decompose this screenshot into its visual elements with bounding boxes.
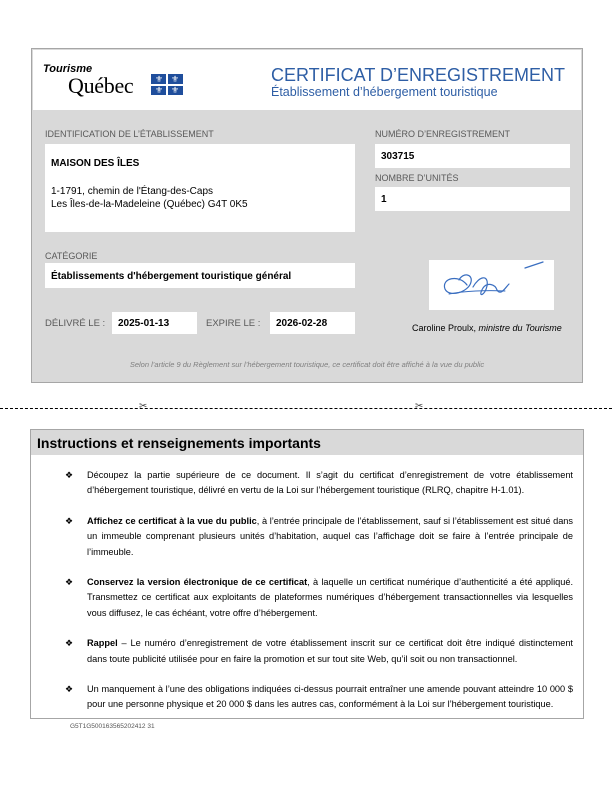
document-code: G5T1G500163565202412 31 xyxy=(70,723,155,730)
instruction-item xyxy=(65,636,573,667)
signatory-name: Caroline Proulx, xyxy=(412,323,477,333)
cut-line xyxy=(0,408,612,409)
signature-box xyxy=(429,260,554,310)
identification-box xyxy=(45,144,355,232)
scissors-icon: ✂ xyxy=(139,401,148,412)
instruction-emphasis: Conservez la version électronique de ce certificat xyxy=(87,577,308,588)
registration-number-box xyxy=(375,144,570,168)
category-label: CATÉGORIE xyxy=(45,251,98,261)
registration-certificate xyxy=(31,48,583,383)
instructions-list xyxy=(65,468,573,728)
category-value: Établissements d'hébergement touristique général xyxy=(51,271,292,282)
instruction-item xyxy=(65,514,573,560)
instructions-title: Instructions et renseignements importants xyxy=(37,435,321,451)
signatory xyxy=(412,323,562,333)
address-line-2: Les Îles-de-la-Madeleine (Québec) G4T 0K5 xyxy=(51,199,248,210)
signature-image xyxy=(429,260,554,310)
expiry-date: 2026-02-28 xyxy=(276,318,328,329)
units-box xyxy=(375,187,570,211)
display-requirement-note: Selon l’article 9 du Règlement sur l’hébergement touristique, ce certificat doit être affiché à la vue du public xyxy=(129,360,485,369)
bullet-icon: ❖ xyxy=(65,577,74,588)
issued-date-box xyxy=(112,312,197,334)
instruction-emphasis: Rappel xyxy=(87,638,118,649)
instruction-text: , à l’entrée principale de l’établissement, sauf si l’établissement est situé dans un immeuble comprenant plusieurs unités d’habitation, auquel cas l’affichage doit se faire à l’entrée principale de l’immeuble. xyxy=(87,515,574,557)
instruction-text: – Le numéro d’enregistrement de votre établissement inscrit sur ce certificat doit être indiqué distinctement dans toute publicité utilisée pour en faire la promotion et sur tout site Web, qu’il soit ou non transactionnel. xyxy=(87,638,573,664)
instructions-panel xyxy=(30,429,584,719)
establishment-name: MAISON DES ÎLES xyxy=(51,158,140,169)
units-value: 1 xyxy=(381,194,387,205)
instruction-text: Un manquement à l’une des obligations indiquées ci-dessus pourrait entraîner une amende pouvant atteindre 10 000 $ pour une personne physique et 20 000 $ dans les autres cas, conformément à la Loi sur l’hébergement touristique. xyxy=(87,684,573,710)
instructions-header xyxy=(31,430,583,455)
instruction-text: Découpez la partie supérieure de ce document. Il s’agit du certificat d’enregistrement de votre établissement d’hébergement touristique, délivré en vertu de la Loi sur l’hébergement touristique (RLRQ, chapitre H-1.01). xyxy=(87,470,573,496)
issued-date: 2025-01-13 xyxy=(118,318,170,329)
issued-label: DÉLIVRÉ LE : xyxy=(45,318,106,329)
instruction-item xyxy=(65,575,573,621)
address-line-1: 1-1791, chemin de l'Étang-des-Caps xyxy=(51,186,214,197)
instruction-emphasis: Affichez ce certificat à la vue du public xyxy=(87,515,257,526)
units-label: NOMBRE D’UNITÉS xyxy=(375,173,459,183)
bullet-icon: ❖ xyxy=(65,515,74,526)
logo-tourisme-text: Tourisme xyxy=(43,63,93,75)
signatory-title: ministre du Tourisme xyxy=(478,323,562,333)
expiry-date-box xyxy=(270,312,355,334)
bullet-icon: ❖ xyxy=(65,684,74,695)
certificate-header xyxy=(33,50,581,110)
category-box xyxy=(45,263,355,288)
quebec-flag-icon: ⚜ ⚜ ⚜ ⚜ xyxy=(151,74,183,95)
identification-label: IDENTIFICATION DE L’ÉTABLISSEMENT xyxy=(45,129,214,139)
logo-quebec-text: Québec xyxy=(68,73,134,98)
certificate-title: CERTIFICAT D’ENREGISTREMENT xyxy=(271,65,566,85)
expires-label: EXPIRE LE : xyxy=(206,318,261,329)
registration-number: 303715 xyxy=(381,151,415,162)
scissors-icon: ✂ xyxy=(415,401,424,412)
instruction-text: , à laquelle un certificat numérique d’authenticité a été appliqué. Transmettez ce certificat aux exploitants de plateformes numériques d’hébergement transactionnelles via lesquelles vous diffusez, le cas échéant, votre offre d’hébergement. xyxy=(87,577,573,618)
instruction-item xyxy=(65,682,573,713)
certificate-subtitle: Établissement d’hébergement touristique xyxy=(271,85,498,99)
bullet-icon: ❖ xyxy=(65,470,74,480)
registration-number-label: NUMÉRO D’ENREGISTREMENT xyxy=(375,129,511,139)
bullet-icon: ❖ xyxy=(65,638,74,649)
instruction-item xyxy=(65,468,573,499)
